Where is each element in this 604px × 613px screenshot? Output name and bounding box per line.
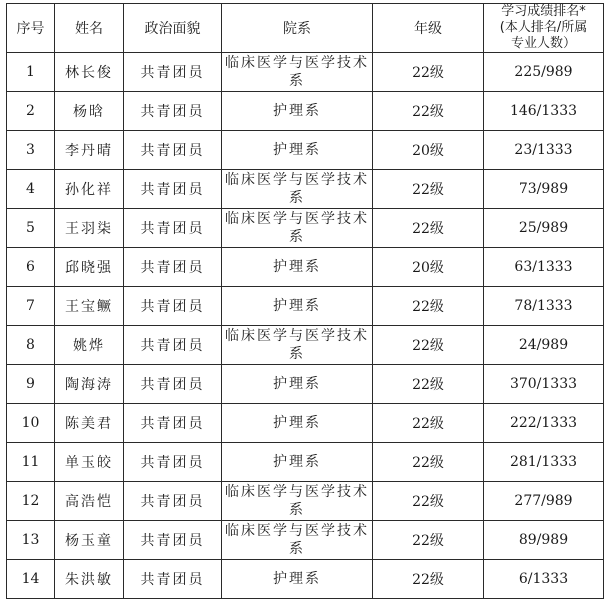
cell-department: 护理系: [222, 404, 373, 443]
cell-political: 共青团员: [124, 209, 222, 248]
cell-political: 共青团员: [124, 326, 222, 365]
cell-rank: 6/1333: [484, 560, 604, 599]
cell-grade: 22级: [373, 53, 484, 92]
cell-political: 共青团员: [124, 53, 222, 92]
cell-political: 共青团员: [124, 443, 222, 482]
table-row: [7, 248, 604, 287]
cell-grade: 22级: [373, 560, 484, 599]
cell-seq: 7: [7, 287, 55, 326]
cell-seq: 3: [7, 131, 55, 170]
cell-rank: 146/1333: [484, 92, 604, 131]
table-row: [7, 209, 604, 248]
cell-name: 林长俊: [55, 53, 124, 92]
table-row: [7, 521, 604, 560]
cell-seq: 5: [7, 209, 55, 248]
cell-department: 护理系: [222, 131, 373, 170]
cell-seq: 9: [7, 365, 55, 404]
header-political: 政治面貌: [124, 4, 222, 53]
cell-grade: 22级: [373, 326, 484, 365]
cell-grade: 22级: [373, 482, 484, 521]
cell-name: 陶海涛: [55, 365, 124, 404]
cell-name: 杨玉童: [55, 521, 124, 560]
cell-rank: 225/989: [484, 53, 604, 92]
cell-name: 李丹晴: [55, 131, 124, 170]
table-row: [7, 404, 604, 443]
cell-seq: 12: [7, 482, 55, 521]
cell-seq: 8: [7, 326, 55, 365]
cell-rank: 370/1333: [484, 365, 604, 404]
cell-rank: 73/989: [484, 170, 604, 209]
cell-political: 共青团员: [124, 287, 222, 326]
cell-name: 王羽柒: [55, 209, 124, 248]
cell-seq: 2: [7, 92, 55, 131]
cell-grade: 22级: [373, 170, 484, 209]
cell-rank: 277/989: [484, 482, 604, 521]
cell-rank: 89/989: [484, 521, 604, 560]
cell-rank: 281/1333: [484, 443, 604, 482]
cell-seq: 1: [7, 53, 55, 92]
cell-department: 护理系: [222, 365, 373, 404]
cell-grade: 22级: [373, 404, 484, 443]
cell-name: 高浩恺: [55, 482, 124, 521]
cell-rank: 23/1333: [484, 131, 604, 170]
cell-political: 共青团员: [124, 404, 222, 443]
cell-political: 共青团员: [124, 560, 222, 599]
header-seq: 序号: [7, 4, 55, 53]
cell-name: 单玉皎: [55, 443, 124, 482]
cell-seq: 10: [7, 404, 55, 443]
cell-grade: 22级: [373, 365, 484, 404]
cell-name: 孙化祥: [55, 170, 124, 209]
cell-grade: 22级: [373, 287, 484, 326]
header-row: [7, 4, 604, 53]
header-rank-line1: 学习成绩排名*: [501, 4, 586, 19]
header-name: 姓名: [55, 4, 124, 53]
table-row: [7, 53, 604, 92]
student-ranking-table: [6, 3, 604, 599]
cell-grade: 20级: [373, 131, 484, 170]
cell-department: 临床医学与医学技术系: [222, 209, 373, 248]
cell-seq: 14: [7, 560, 55, 599]
cell-grade: 22级: [373, 92, 484, 131]
table-row: [7, 131, 604, 170]
cell-department: 临床医学与医学技术系: [222, 521, 373, 560]
cell-rank: 222/1333: [484, 404, 604, 443]
header-grade: 年级: [373, 4, 484, 53]
cell-name: 邱晓强: [55, 248, 124, 287]
header-rank: [484, 4, 604, 53]
header-rank-line2: (本人排名/所属: [499, 20, 588, 35]
cell-grade: 20级: [373, 248, 484, 287]
cell-rank: 63/1333: [484, 248, 604, 287]
cell-rank: 25/989: [484, 209, 604, 248]
cell-political: 共青团员: [124, 92, 222, 131]
cell-name: 王宝鳜: [55, 287, 124, 326]
table-row: [7, 560, 604, 599]
table-row: [7, 287, 604, 326]
cell-name: 朱洪敏: [55, 560, 124, 599]
cell-name: 陈美君: [55, 404, 124, 443]
table-row: [7, 92, 604, 131]
cell-grade: 22级: [373, 209, 484, 248]
table-row: [7, 365, 604, 404]
cell-department: 临床医学与医学技术系: [222, 53, 373, 92]
table-body: [7, 53, 604, 599]
cell-rank: 78/1333: [484, 287, 604, 326]
cell-rank: 24/989: [484, 326, 604, 365]
cell-department: 护理系: [222, 443, 373, 482]
table-row: [7, 170, 604, 209]
cell-department: 护理系: [222, 287, 373, 326]
cell-seq: 4: [7, 170, 55, 209]
cell-political: 共青团员: [124, 131, 222, 170]
cell-name: 杨晗: [55, 92, 124, 131]
cell-department: 护理系: [222, 92, 373, 131]
cell-political: 共青团员: [124, 248, 222, 287]
cell-seq: 13: [7, 521, 55, 560]
cell-department: 护理系: [222, 560, 373, 599]
cell-political: 共青团员: [124, 521, 222, 560]
cell-political: 共青团员: [124, 170, 222, 209]
cell-political: 共青团员: [124, 482, 222, 521]
cell-grade: 22级: [373, 521, 484, 560]
cell-seq: 11: [7, 443, 55, 482]
cell-department: 护理系: [222, 248, 373, 287]
table-row: [7, 326, 604, 365]
header-department: 院系: [222, 4, 373, 53]
table-row: [7, 443, 604, 482]
cell-department: 临床医学与医学技术系: [222, 170, 373, 209]
cell-political: 共青团员: [124, 365, 222, 404]
cell-department: 临床医学与医学技术系: [222, 326, 373, 365]
cell-department: 临床医学与医学技术系: [222, 482, 373, 521]
cell-name: 姚烨: [55, 326, 124, 365]
cell-seq: 6: [7, 248, 55, 287]
cell-grade: 22级: [373, 443, 484, 482]
header-rank-line3: 专业人数）: [510, 36, 576, 51]
table-row: [7, 482, 604, 521]
